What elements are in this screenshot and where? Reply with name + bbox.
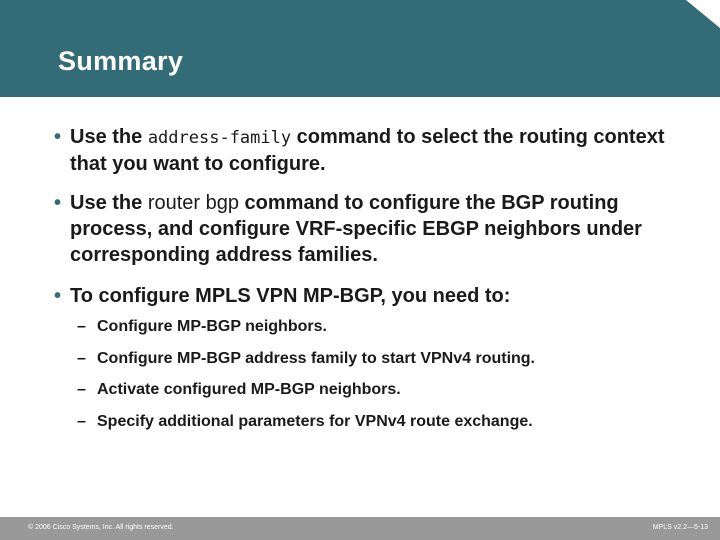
sub-bullet-1 <box>77 317 697 337</box>
bullet-text: To configure MPLS VPN MP-BGP, you need to: <box>70 285 511 307</box>
command-name: address-family <box>147 128 292 148</box>
bullet-2 <box>50 190 690 268</box>
bullet-text-part: command to select the routing context that you want to configure. <box>70 126 665 175</box>
sub-bullet-text: Activate configured MP-BGP neighbors. <box>97 381 401 398</box>
copyright-text: © 2006 Cisco Systems, Inc. All rights reserved. <box>28 524 174 531</box>
sub-bullet-text: Specify additional parameters for VPNv4 route exchange. <box>97 413 533 430</box>
sub-bullet-4 <box>77 412 697 432</box>
bullet-dot: • <box>54 126 62 148</box>
sub-bullet-3 <box>77 380 697 400</box>
slide-reference: MPLS v2.2—5-13 <box>652 524 708 531</box>
sub-bullet-dash: – <box>77 318 86 335</box>
bullet-text-part: Use the <box>70 192 148 214</box>
sub-bullet-text: Configure MP-BGP address family to start VPNv4 routing. <box>97 350 535 367</box>
bullet-dot: • <box>54 285 62 307</box>
command-name: router bgp <box>147 192 239 214</box>
header-corner-notch <box>686 0 720 28</box>
title-bar <box>0 0 720 97</box>
footer-bar <box>0 517 720 540</box>
bullet-text <box>50 190 690 268</box>
bullet-1 <box>50 124 690 177</box>
bullet-text-part: command to configure the BGP routing process, and configure VRF-specific EBGP neighbors under corresponding address families. <box>70 192 642 266</box>
bullet-dot: • <box>54 192 62 214</box>
sub-bullet-dash: – <box>77 350 86 367</box>
slide-title: Summary <box>58 46 184 76</box>
bullet-text <box>50 124 690 177</box>
bullet-text-part: Use the <box>70 126 148 148</box>
sub-bullet-dash: – <box>77 413 86 430</box>
sub-bullet-text: Configure MP-BGP neighbors. <box>97 318 327 335</box>
sub-bullet-2 <box>77 349 697 369</box>
sub-bullet-dash: – <box>77 381 86 398</box>
bullet-3 <box>50 283 690 309</box>
